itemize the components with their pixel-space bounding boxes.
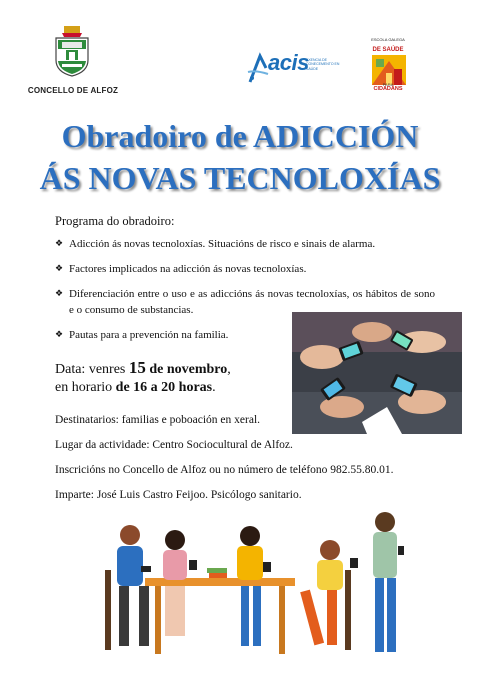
program-item: ❖ Pautas para a prevención na familia.: [55, 329, 229, 341]
program-item: ❖ Adicción ás novas tecnoloxías. Situacións de risco e sinais de alarma.: [55, 238, 376, 250]
acis-subtitle: AXENCIA DE CONECEMENTO EN SAÚDE: [306, 58, 340, 71]
bullet-icon: ❖: [55, 330, 64, 340]
escola-saude-label: DE SAÚDE: [372, 47, 404, 53]
acis-wordmark: acis: [268, 50, 309, 75]
place-text: Lugar da actividade: Centro Sociocultural de Alfoz.: [55, 439, 293, 451]
program-item: ❖ Diferenciación entre o uso e as adiccións ás novas tecnoloxías, os hábitos de sono e o consumo de substancias.: [55, 288, 435, 316]
program-item: ❖ Factores implicados na adicción ás novas tecnoloxías.: [55, 263, 307, 275]
bullet-icon: ❖: [55, 289, 64, 299]
program-heading: Programa do obradoiro:: [55, 214, 175, 228]
event-hours: en horario de 16 a 20 horas.: [55, 380, 216, 395]
title-line-1: Obradoiro de ADICCIÓN: [61, 118, 419, 154]
bullet-icon: ❖: [55, 264, 64, 274]
escola-saude-logo-icon: [372, 55, 406, 85]
escola-bottom-label: CIDADÁNS: [373, 86, 403, 92]
event-date: Data: venres 15 de novembro,: [55, 358, 231, 377]
escola-para-label: PARA: [382, 82, 394, 87]
recipients-text: Destinatarios: familias e poboación en xeral.: [55, 414, 261, 426]
speaker-text: Imparte: José Luis Castro Feijoo. Psicólogo sanitario.: [55, 489, 302, 501]
acis-logo-icon: [246, 52, 270, 86]
escola-top-label: ESCOLA GALEGA: [371, 37, 405, 42]
concello-label: CONCELLO DE ALFOZ: [27, 86, 119, 95]
crest-icon: [52, 24, 92, 78]
title-line-2: ÁS NOVAS TECNOLOXÍAS: [39, 160, 441, 196]
bullet-icon: ❖: [55, 239, 64, 249]
registration-text: Inscricións no Concello de Alfoz ou no número de teléfono 982.55.80.01.: [55, 464, 394, 476]
hands-holding-phones-photo: [292, 312, 462, 434]
people-using-devices-illustration: [95, 510, 415, 658]
